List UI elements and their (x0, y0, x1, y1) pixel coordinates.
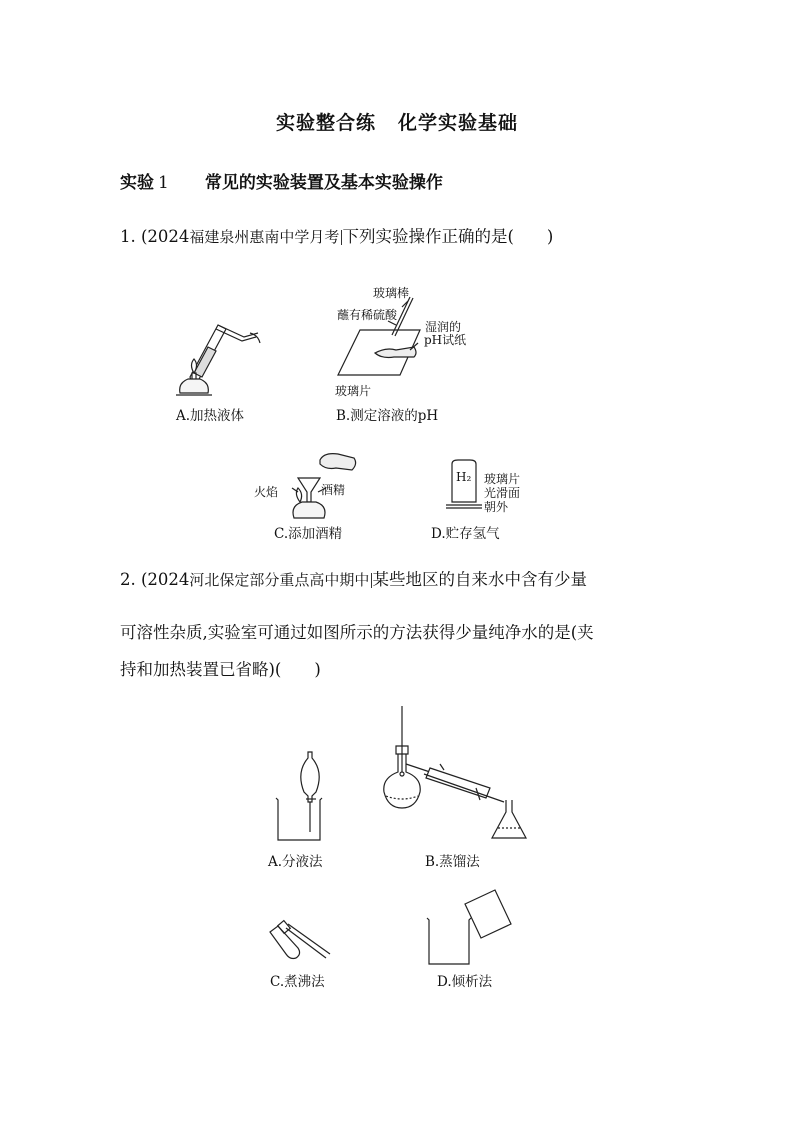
title-part-1: 实验整合练 (275, 112, 376, 134)
glass-plate-label: 玻璃片 (335, 384, 372, 398)
glass-plate-label-d: 玻璃片 (484, 472, 521, 486)
q2-option-d-caption: D.倾析法 (437, 974, 493, 990)
q2-figure-d-decantation (425, 888, 515, 968)
q2-figure-a-separatory-funnel (272, 750, 332, 845)
q2-stem-line-2: 可溶性杂质,实验室可通过如图所示的方法获得少量纯净水的是(夹 (120, 623, 594, 642)
q1-option-b-caption: B.测定溶液的pH (336, 408, 439, 424)
h2-label: H₂ (456, 470, 472, 484)
section-label: 实验 (120, 173, 154, 193)
q2-stem-line-3: 持和加热装置已省略)( ) (120, 660, 321, 679)
q1-option-c-caption: C.添加酒精 (274, 526, 343, 542)
q1-source: 福建泉州惠南中学月考 (189, 230, 342, 245)
q2-option-b-caption: B.蒸馏法 (425, 854, 480, 870)
q2-number: 2. (2024 (120, 570, 190, 589)
dilute-sulfuric-acid-label: 蘸有稀硫酸 (337, 308, 398, 322)
ph-paper-label: pH试纸 (424, 333, 467, 347)
q1-figure-d-storing-hydrogen (444, 458, 484, 513)
alcohol-label: 酒精 (321, 483, 346, 497)
section-number: 1 (158, 173, 169, 193)
wet-label: 湿润的 (425, 320, 462, 334)
q2-option-c-caption: C.煮沸法 (270, 974, 325, 990)
flame-label: 火焰 (254, 485, 279, 499)
q1-figure-c-adding-alcohol (280, 450, 360, 520)
section-title: 常见的实验装置及基本实验操作 (204, 173, 443, 193)
question-2 (120, 572, 587, 589)
q1-option-d-caption: D.贮存氢气 (431, 526, 500, 542)
page-title (0, 108, 794, 135)
q2-stem-line-1: 某些地区的自来水中含有少量 (372, 570, 587, 589)
q2-figure-b-distillation (380, 704, 530, 844)
title-part-2: 化学实验基础 (398, 112, 519, 134)
facing-out-label: 朝外 (484, 500, 509, 514)
section-heading (120, 168, 443, 193)
smooth-side-label: 光滑面 (484, 486, 521, 500)
q1-figure-a-heating-liquid (170, 315, 265, 400)
q1-stem: 下列实验操作正确的是( ) (342, 227, 554, 246)
q2-source: 河北保定部分重点高中期中 (189, 573, 372, 588)
q1-option-a-caption: A.加热液体 (176, 408, 245, 424)
q2-option-a-caption: A.分液法 (268, 854, 323, 870)
question-1 (120, 229, 553, 246)
q1-number: 1. (2024 (120, 227, 190, 246)
glass-rod-label: 玻璃棒 (373, 286, 410, 300)
q2-figure-c-boiling (268, 908, 333, 963)
